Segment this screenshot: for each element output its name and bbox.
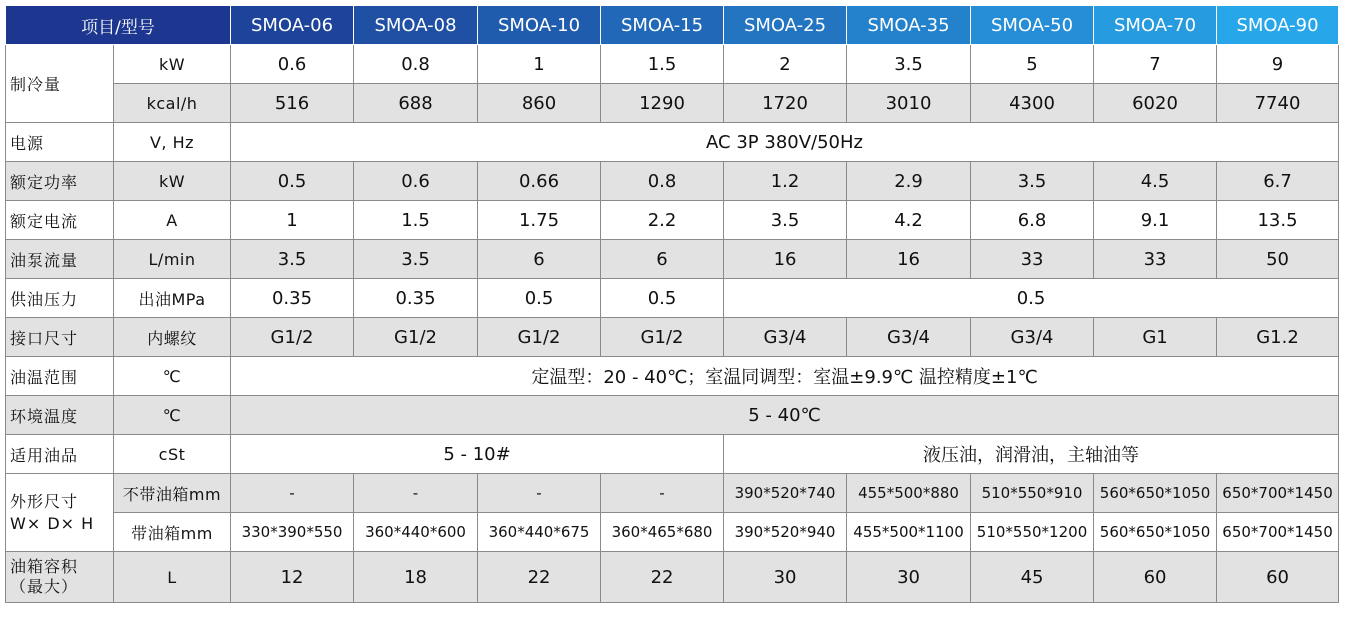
table-header	[6, 6, 1339, 45]
unit-cell: A	[114, 201, 231, 240]
header-model: SMOA-90	[1217, 6, 1339, 45]
value-cell: 7740	[1217, 84, 1339, 123]
value-cell: 1.5	[601, 45, 724, 84]
value-cell: 650*700*1450	[1217, 474, 1339, 513]
header-model: SMOA-15	[601, 6, 724, 45]
value-cell: 3.5	[354, 240, 478, 279]
value-cell: 1	[478, 45, 601, 84]
value-cell: 0.6	[231, 45, 354, 84]
unit-cell: 带油箱mm	[114, 513, 231, 552]
value-cell: G1/2	[231, 318, 354, 357]
row-dimensions-tank	[6, 513, 1339, 552]
value-cell: 16	[847, 240, 971, 279]
row-label-tank-capacity	[6, 552, 114, 603]
value-cell: 60	[1094, 552, 1217, 603]
unit-cell: ℃	[114, 396, 231, 435]
value-cell: 33	[971, 240, 1094, 279]
value-cell: 1720	[724, 84, 847, 123]
value-cell: 12	[231, 552, 354, 603]
value-cell: 5	[971, 45, 1094, 84]
value-cell: 1.75	[478, 201, 601, 240]
value-cell: 1.2	[724, 162, 847, 201]
row-label-line: 外形尺寸	[10, 491, 79, 511]
unit-cell: 不带油箱mm	[114, 474, 231, 513]
row-tank-capacity	[6, 552, 1339, 603]
value-cell: 3.5	[847, 45, 971, 84]
value-cell: 360*465*680	[601, 513, 724, 552]
unit-cell: 出油MPa	[114, 279, 231, 318]
row-label-supply-pressure: 供油压力	[6, 279, 114, 318]
value-cell: 455*500*1100	[847, 513, 971, 552]
value-cell: 13.5	[1217, 201, 1339, 240]
value-cell: 3.5	[724, 201, 847, 240]
value-cell: 4.5	[1094, 162, 1217, 201]
value-cell: 18	[354, 552, 478, 603]
value-cell: 9	[1217, 45, 1339, 84]
value-cell: 0.35	[354, 279, 478, 318]
value-cell: 455*500*880	[847, 474, 971, 513]
value-cell: 3010	[847, 84, 971, 123]
row-power-supply	[6, 123, 1339, 162]
unit-cell: kW	[114, 45, 231, 84]
row-label-dimensions	[6, 474, 114, 552]
value-cell: G1/2	[601, 318, 724, 357]
value-cell: 0.8	[354, 45, 478, 84]
value-cell: G1/2	[478, 318, 601, 357]
row-supply-pressure	[6, 279, 1339, 318]
value-cell: 9.1	[1094, 201, 1217, 240]
value-cell: 2.2	[601, 201, 724, 240]
value-cell: 3.5	[971, 162, 1094, 201]
header-model: SMOA-25	[724, 6, 847, 45]
header-model: SMOA-10	[478, 6, 601, 45]
row-oil-type	[6, 435, 1339, 474]
row-label-pump-flow: 油泵流量	[6, 240, 114, 279]
row-label-line: 油箱容积	[10, 557, 79, 576]
value-cell: G1	[1094, 318, 1217, 357]
row-label-line: （最大）	[10, 577, 79, 596]
value-cell: 390*520*940	[724, 513, 847, 552]
value-cell: 1.5	[354, 201, 478, 240]
value-cell: 860	[478, 84, 601, 123]
row-pump-flow	[6, 240, 1339, 279]
unit-cell: L	[114, 552, 231, 603]
value-cell: 6.7	[1217, 162, 1339, 201]
value-cell: G1.2	[1217, 318, 1339, 357]
value-cell: G3/4	[971, 318, 1094, 357]
unit-cell: ℃	[114, 357, 231, 396]
value-cell: 360*440*600	[354, 513, 478, 552]
value-cell: 360*440*675	[478, 513, 601, 552]
unit-cell: L/min	[114, 240, 231, 279]
row-ambient-temp	[6, 396, 1339, 435]
header-model: SMOA-35	[847, 6, 971, 45]
value-cell: 6	[478, 240, 601, 279]
value-cell: 4.2	[847, 201, 971, 240]
value-cell: 0.5	[478, 279, 601, 318]
value-cell: 560*650*1050	[1094, 474, 1217, 513]
value-cell: 1290	[601, 84, 724, 123]
merged-value-cell: 液压油，润滑油，主轴油等	[724, 435, 1339, 474]
value-cell: 30	[847, 552, 971, 603]
value-cell: 2	[724, 45, 847, 84]
value-cell: 2.9	[847, 162, 971, 201]
value-cell: 650*700*1450	[1217, 513, 1339, 552]
value-cell: 30	[724, 552, 847, 603]
row-label-power: 电源	[6, 123, 114, 162]
unit-cell: kcal/h	[114, 84, 231, 123]
row-label-port-size: 接口尺寸	[6, 318, 114, 357]
value-cell: 516	[231, 84, 354, 123]
header-model: SMOA-08	[354, 6, 478, 45]
header-model: SMOA-50	[971, 6, 1094, 45]
row-label-cooling: 制冷量	[6, 45, 114, 123]
row-dimensions-no-tank	[6, 474, 1339, 513]
value-cell: 22	[601, 552, 724, 603]
value-cell: 7	[1094, 45, 1217, 84]
row-label-line: W× D× H	[10, 513, 95, 533]
value-cell: 6.8	[971, 201, 1094, 240]
merged-value-cell: 定温型：20 - 40℃；室温同调型：室温±9.9℃ 温控精度±1℃	[231, 357, 1339, 396]
value-cell: 0.66	[478, 162, 601, 201]
value-cell: -	[601, 474, 724, 513]
unit-cell: 内螺纹	[114, 318, 231, 357]
row-port-size	[6, 318, 1339, 357]
value-cell: 0.6	[354, 162, 478, 201]
value-cell: 510*550*910	[971, 474, 1094, 513]
row-label-oil-temp: 油温范围	[6, 357, 114, 396]
value-cell: 1	[231, 201, 354, 240]
unit-cell: kW	[114, 162, 231, 201]
row-label-rated-current: 额定电流	[6, 201, 114, 240]
value-cell: 6	[601, 240, 724, 279]
value-cell: 688	[354, 84, 478, 123]
value-cell: 0.35	[231, 279, 354, 318]
unit-cell: cSt	[114, 435, 231, 474]
header-model: SMOA-06	[231, 6, 354, 45]
value-cell: 560*650*1050	[1094, 513, 1217, 552]
row-oil-temp	[6, 357, 1339, 396]
value-cell: 330*390*550	[231, 513, 354, 552]
row-cooling-kcal	[6, 84, 1339, 123]
value-cell: -	[478, 474, 601, 513]
value-cell: 33	[1094, 240, 1217, 279]
row-label-oil-type: 适用油品	[6, 435, 114, 474]
value-cell: 50	[1217, 240, 1339, 279]
value-cell: 4300	[971, 84, 1094, 123]
value-cell: 3.5	[231, 240, 354, 279]
value-cell: 390*520*740	[724, 474, 847, 513]
value-cell: 0.5	[231, 162, 354, 201]
merged-value-cell: 5 - 40℃	[231, 396, 1339, 435]
value-cell: 6020	[1094, 84, 1217, 123]
merged-value-cell: 5 - 10#	[231, 435, 724, 474]
header-model: SMOA-70	[1094, 6, 1217, 45]
value-cell: 0.8	[601, 162, 724, 201]
value-cell: -	[354, 474, 478, 513]
value-cell: 60	[1217, 552, 1339, 603]
header-corner: 项目/型号	[6, 6, 231, 45]
spec-table	[5, 6, 1339, 603]
row-rated-power	[6, 162, 1339, 201]
value-cell: G3/4	[724, 318, 847, 357]
value-cell: 22	[478, 552, 601, 603]
value-cell: -	[231, 474, 354, 513]
value-cell: 45	[971, 552, 1094, 603]
value-cell: G1/2	[354, 318, 478, 357]
row-rated-current	[6, 201, 1339, 240]
value-cell: G3/4	[847, 318, 971, 357]
value-cell: 510*550*1200	[971, 513, 1094, 552]
row-label-ambient-temp: 环境温度	[6, 396, 114, 435]
merged-value-cell: AC 3P 380V/50Hz	[231, 123, 1339, 162]
value-cell: 16	[724, 240, 847, 279]
row-label-rated-power: 额定功率	[6, 162, 114, 201]
value-cell: 0.5	[601, 279, 724, 318]
row-cooling-kw	[6, 45, 1339, 84]
unit-cell: V, Hz	[114, 123, 231, 162]
merged-value-cell: 0.5	[724, 279, 1339, 318]
